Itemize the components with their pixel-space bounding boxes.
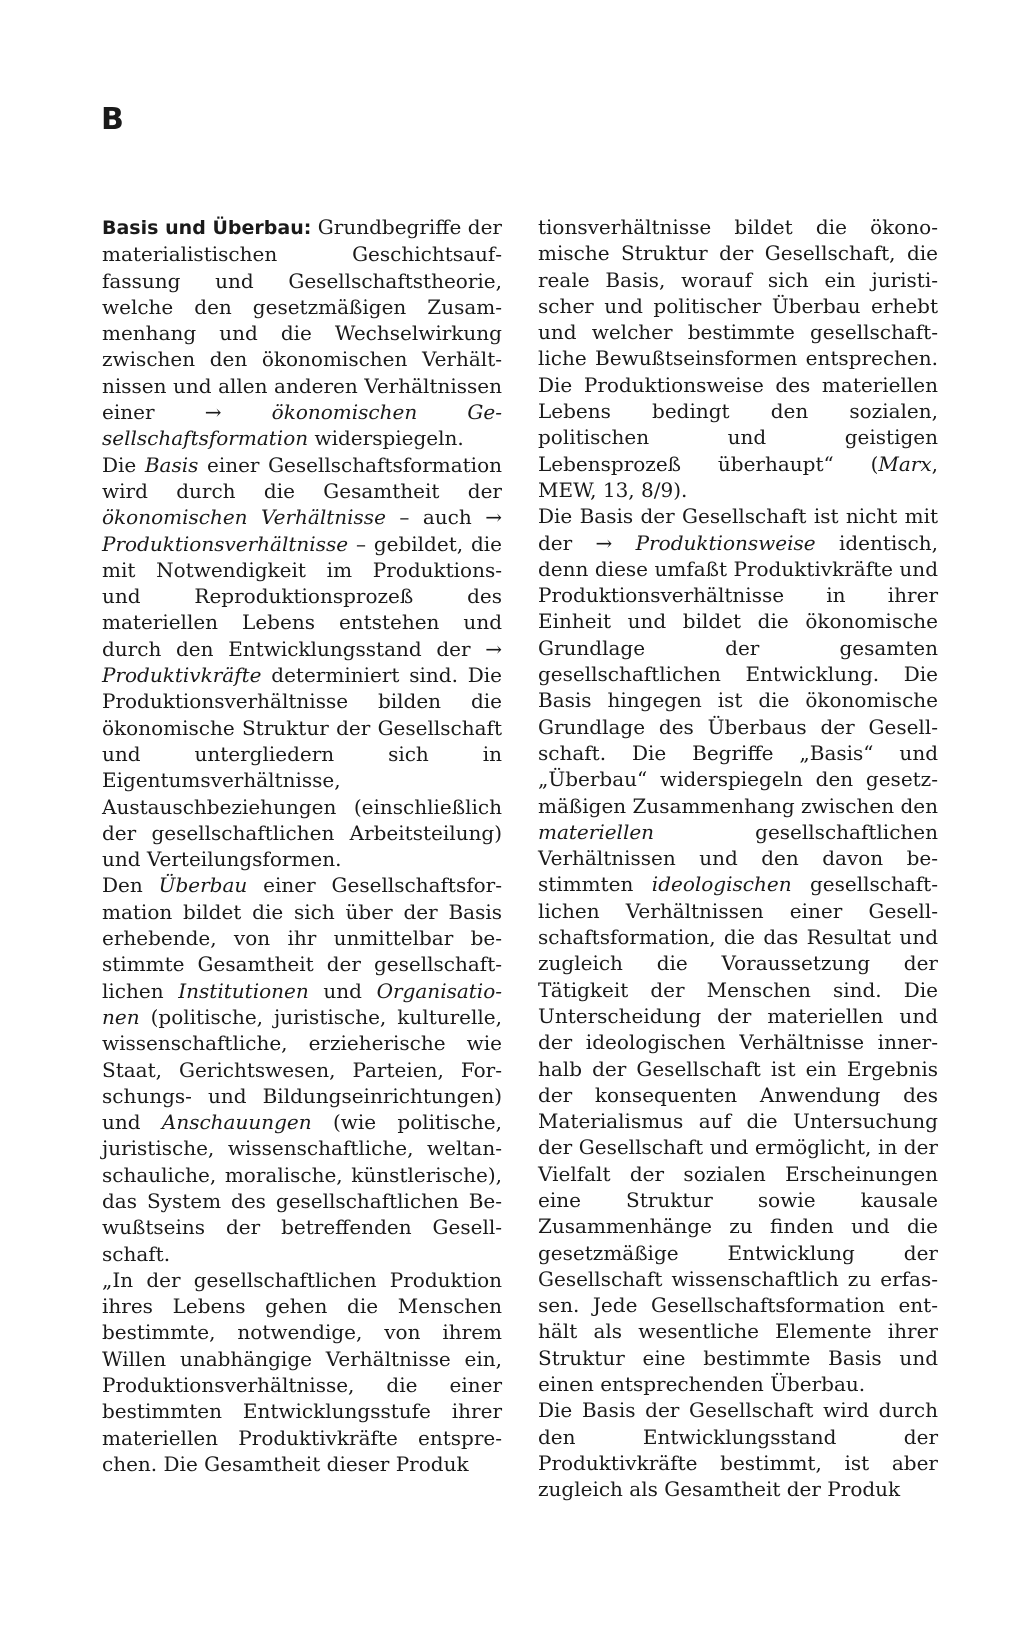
paragraph (102, 214, 502, 452)
text-run: (wie politische, juristische, wissenschaftliche, weltanschauliche, moralische, künstlerische), das System des gesellschaftlichen Bewußtseins der betreffenden Gesellschaft. (102, 1110, 503, 1266)
text-run: tionsverhältnisse bildet die ökonomische Struktur der Gesellschaft, die reale Basis, worauf sich ein juristischer und politischer Überbau erhebt und welcher bestimmte gesellschaftliche Bewußtseinsformen entsprechen. Die Produktionsweise des materiellen Lebens bedingt den sozialen, politischen und geistigen Lebensprozeß überhaupt“ ( (538, 215, 938, 476)
text-run: identisch, denn diese umfaßt Produktivkräfte und Produktionsverhältnisse in ihrer Einheit und bildet die ökonomische Grundlage der gesamten gesellschaftlichen Entwicklung. Die Basis hingegen ist die ökonomische Grundlage des Überbaus der Gesellschaft. Die Begriffe „Basis“ und „Überbau“ widerspiegeln den gesetzmäßigen Zusammenhang zwischen den (538, 530, 938, 818)
italic-term: Überbau (158, 873, 248, 898)
paragraph (538, 1397, 938, 1502)
text-run: und (308, 978, 377, 1003)
paragraph (102, 872, 502, 1266)
paragraph (102, 1267, 502, 1477)
text-run: , MEW, 13, 8/9). (538, 451, 938, 502)
italic-term: Anschauungen (161, 1110, 312, 1135)
text-run: (politische, juristische, kulturelle, wissenschaftliche, erzieherische wie Staat, Gerichtswesen, Parteien, Forschungs- und Bildungseinrichtungen) und (102, 1004, 502, 1135)
text-run: – auch → (385, 505, 503, 530)
italic-term: ökonomischen Gesellschaftsformation (102, 400, 502, 451)
italic-term: Organisationen (102, 978, 503, 1029)
entry-heading: Basis und Überbau: (102, 217, 312, 239)
left-column (102, 214, 502, 1477)
italic-term: Produktivkräfte (102, 663, 262, 688)
italic-term: materiellen (538, 819, 655, 844)
text-run: Den (102, 873, 159, 898)
italic-term: ökonomischen Verhältnisse (102, 505, 386, 530)
text-run: Die Basis der Gesellschaft wird durch den Entwicklungsstand der Produktivkräfte bestimmt, ist aber zugleich als Gesamtheit der Produk (538, 1398, 938, 1502)
italic-term: Marx (878, 451, 932, 476)
paragraph (538, 214, 938, 503)
right-column (538, 214, 938, 1503)
text-run: Grundbegriffe der materialistischen Geschichtsauffassung und Gesellschaftstheorie, welche den gesetzmäßigen Zusammenhang und die Wechselwirkung zwischen den ökonomischen Verhältnissen und allen anderen Verhältnissen einer → (102, 215, 502, 425)
text-run: – gebildet, die mit Notwendigkeit im Produktions- und Reproduktionsprozeß des materiellen Lebens entstehen und durch den Entwicklungsstand der → (102, 531, 502, 661)
text-run: Die (102, 452, 145, 477)
text-run: determiniert sind. Die Produktionsverhältnisse bilden die ökonomische Struktur der Gesellschaft und untergliedern sich in Eigentumsverhältnisse, Austauschbeziehungen (einschließlich der gesellschaftlichen Arbeitsteilung) und Verteilungsformen. (102, 663, 502, 872)
text-run: einer Gesellschaftsformation wird durch die Gesamtheit der (102, 452, 503, 503)
italic-term: Basis (144, 452, 199, 477)
text-run: einer Gesellschaftsformation bildet die sich über der Basis erhebende, von ihr unmittelbar bestimmte Gesamtheit der gesellschaftlichen (102, 873, 502, 1003)
paragraph (102, 452, 502, 873)
text-run: „In der gesellschaftlichen Produktion ihres Lebens gehen die Menschen bestimmte, notwendige, von ihrem Willen unabhängige Verhältnisse ein, Produktionsverhältnisse, die einer bestimmten Entwicklungsstufe ihrer materiellen Produktivkräfte entsprechen. Die Gesamtheit dieser Produk (102, 1267, 502, 1476)
italic-term: Produktionsweise (635, 530, 816, 555)
italic-term: Produktionsverhältnisse (102, 531, 349, 556)
text-run: widerspiegeln. (308, 426, 464, 451)
italic-term: Institutionen (178, 978, 309, 1003)
italic-term: ideologischen (651, 872, 792, 897)
text-run: Die Basis der Gesellschaft ist nicht mit der → (538, 504, 938, 555)
paragraph (538, 503, 938, 1397)
section-letter: B (101, 102, 124, 137)
text-run: gesellschaftlichen Verhältnissen und den davon bestimmten (538, 819, 938, 897)
text-run: gesellschaftlichen Verhältnissen einer Gesellschaftsformation, die das Resultat und zugleich die Voraussetzung der Tätigkeit der Menschen sind. Die Unterscheidung der materiellen und der ideologischen Verhältnisse innerhalb der Gesellschaft ist ein Ergebnis der konsequenten Anwendung des Materialismus auf die Untersuchung der Gesellschaft und ermöglicht, in der Vielfalt der sozialen Erscheinungen eine Struktur sowie kausale Zusammenhänge zu finden und die gesetzmäßige Entwicklung der Gesellschaft wissenschaftlich zu erfassen. Jede Gesellschaftsformation enthält als wesentliche Elemente ihrer Struktur eine bestimmte Basis und einen entsprechenden Überbau. (538, 872, 938, 1397)
